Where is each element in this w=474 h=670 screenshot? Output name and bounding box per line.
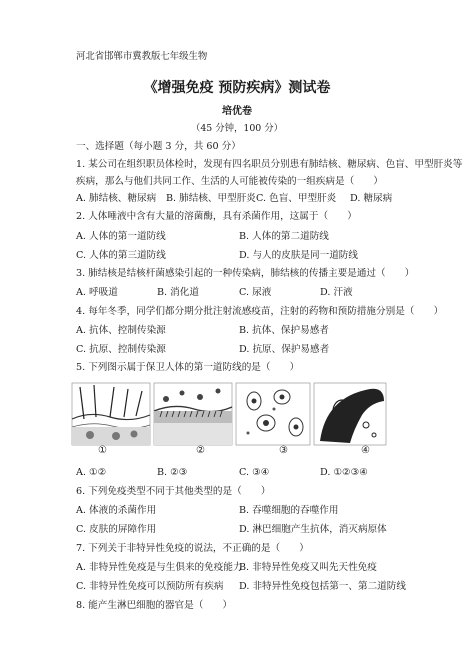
question-4-option-b: B. 抗体、保护易感者 [239,325,329,336]
question-4-stem: 4. 每年冬季，同学们都分期分批注射流感疫苗，注射的药物和预防措施分别是（ ） [76,306,444,317]
question-5-option-b: B. ②③ [157,467,188,478]
figure-illustrations [70,381,390,451]
panel-4-engulfing-illustration [314,383,386,445]
figure-label-4: ④ [361,445,370,456]
question-7-option-d: D. 非特异性免疫包括第一、第二道防线 [239,581,406,592]
question-4-option-c: C. 抗原、控制传染源 [76,344,166,355]
question-2-stem: 2. 人体唾液中含有大量的溶菌酶，具有杀菌作用，这属于（ ） [76,211,357,222]
panel-3-phagocyte-illustration [236,383,310,445]
defense-line-figure [70,381,390,451]
question-7-stem: 7. 下列关于非特异性免疫的说法，不正确的是（ ） [76,543,309,554]
question-1-stem-line2: 疾病，那么与他们共同工作、生活的人可能被传染的一组疾病是（ ） [76,176,383,187]
section-heading: 一、选择题（每小题 3 分，共 60 分） [76,141,241,152]
question-5-option-c: C. ③④ [239,467,270,478]
question-3-option-c: C. 尿液 [239,287,272,298]
question-3-stem: 3. 肺结核是结核杆菌感染引起的一种传染病，肺结核的传播主要是通过（ ） [76,268,415,279]
question-1-stem-line1: 1. 某公司在组织职员体检时，发现有四名职员分别患有肺结核、糖尿病、色盲、甲型肝炎等 [76,159,463,170]
question-7-option-c: C. 非特异性免疫可以预防所有疾病 [76,581,224,592]
question-7-option-b: B. 非特异性免疫又叫先天性免疫 [239,562,377,573]
question-3-option-d: D. 汗液 [320,287,353,298]
figure-label-1: ① [98,445,107,456]
figure-label-2: ② [196,445,205,456]
question-7-option-a: A. 非特异性免疫是与生俱来的免疫能力 [76,562,243,573]
page-title: 《增强免疫 预防疾病》测试卷 [143,80,331,96]
panel-1-skin-illustration [72,383,150,445]
question-6-option-d: D. 淋巴细胞产生抗体，消灭病原体 [239,524,387,535]
question-2-option-c: C. 人体的第三道防线 [76,250,166,261]
question-1-option-c: C. 色盲、甲型肝炎 [256,193,337,204]
question-6-option-b: B. 吞噬细胞的吞噬作用 [239,505,339,516]
question-3-option-a: A. 呼吸道 [76,287,118,298]
question-5-stem: 5. 下列图示属于保卫人体的第一道防线的是（ ） [76,362,300,373]
question-5-option-a: A. ①② [76,467,107,478]
panel-2-mucosa-illustration [154,383,232,445]
question-2-option-d: D. 与人的皮肤是同一道防线 [239,250,358,261]
question-6-option-a: A. 体液的杀菌作用 [76,505,157,516]
question-6-stem: 6. 下列免疫类型不同于其他类型的是（ ） [76,486,271,497]
document-header: 河北省邯郸市冀教版七年级生物 [76,51,208,62]
question-8-stem: 8. 能产生淋巴细胞的器官是（ ） [76,600,233,611]
question-6-option-c: C. 皮肤的屏障作用 [76,524,157,535]
question-5-option-d: D. ①②③④ [320,467,368,478]
question-3-option-b: B. 消化道 [157,287,199,298]
question-2-option-a: A. 人体的第一道防线 [76,231,166,242]
question-1-option-b: B. 肺结核、甲型肝炎 [166,193,256,204]
question-2-option-b: B. 人体的第二道防线 [239,231,329,242]
figure-label-3: ③ [279,445,288,456]
question-1-option-a: A. 肺结核、糖尿病 [76,193,157,204]
time-score-note: （45 分钟，100 分） [190,123,284,134]
question-4-option-d: D. 抗原、保护易感者 [239,344,330,355]
question-4-option-a: A. 抗体、控制传染源 [76,325,166,336]
question-1-option-d: D. 糖尿病 [350,193,393,204]
page-subtitle: 培优卷 [222,106,252,117]
